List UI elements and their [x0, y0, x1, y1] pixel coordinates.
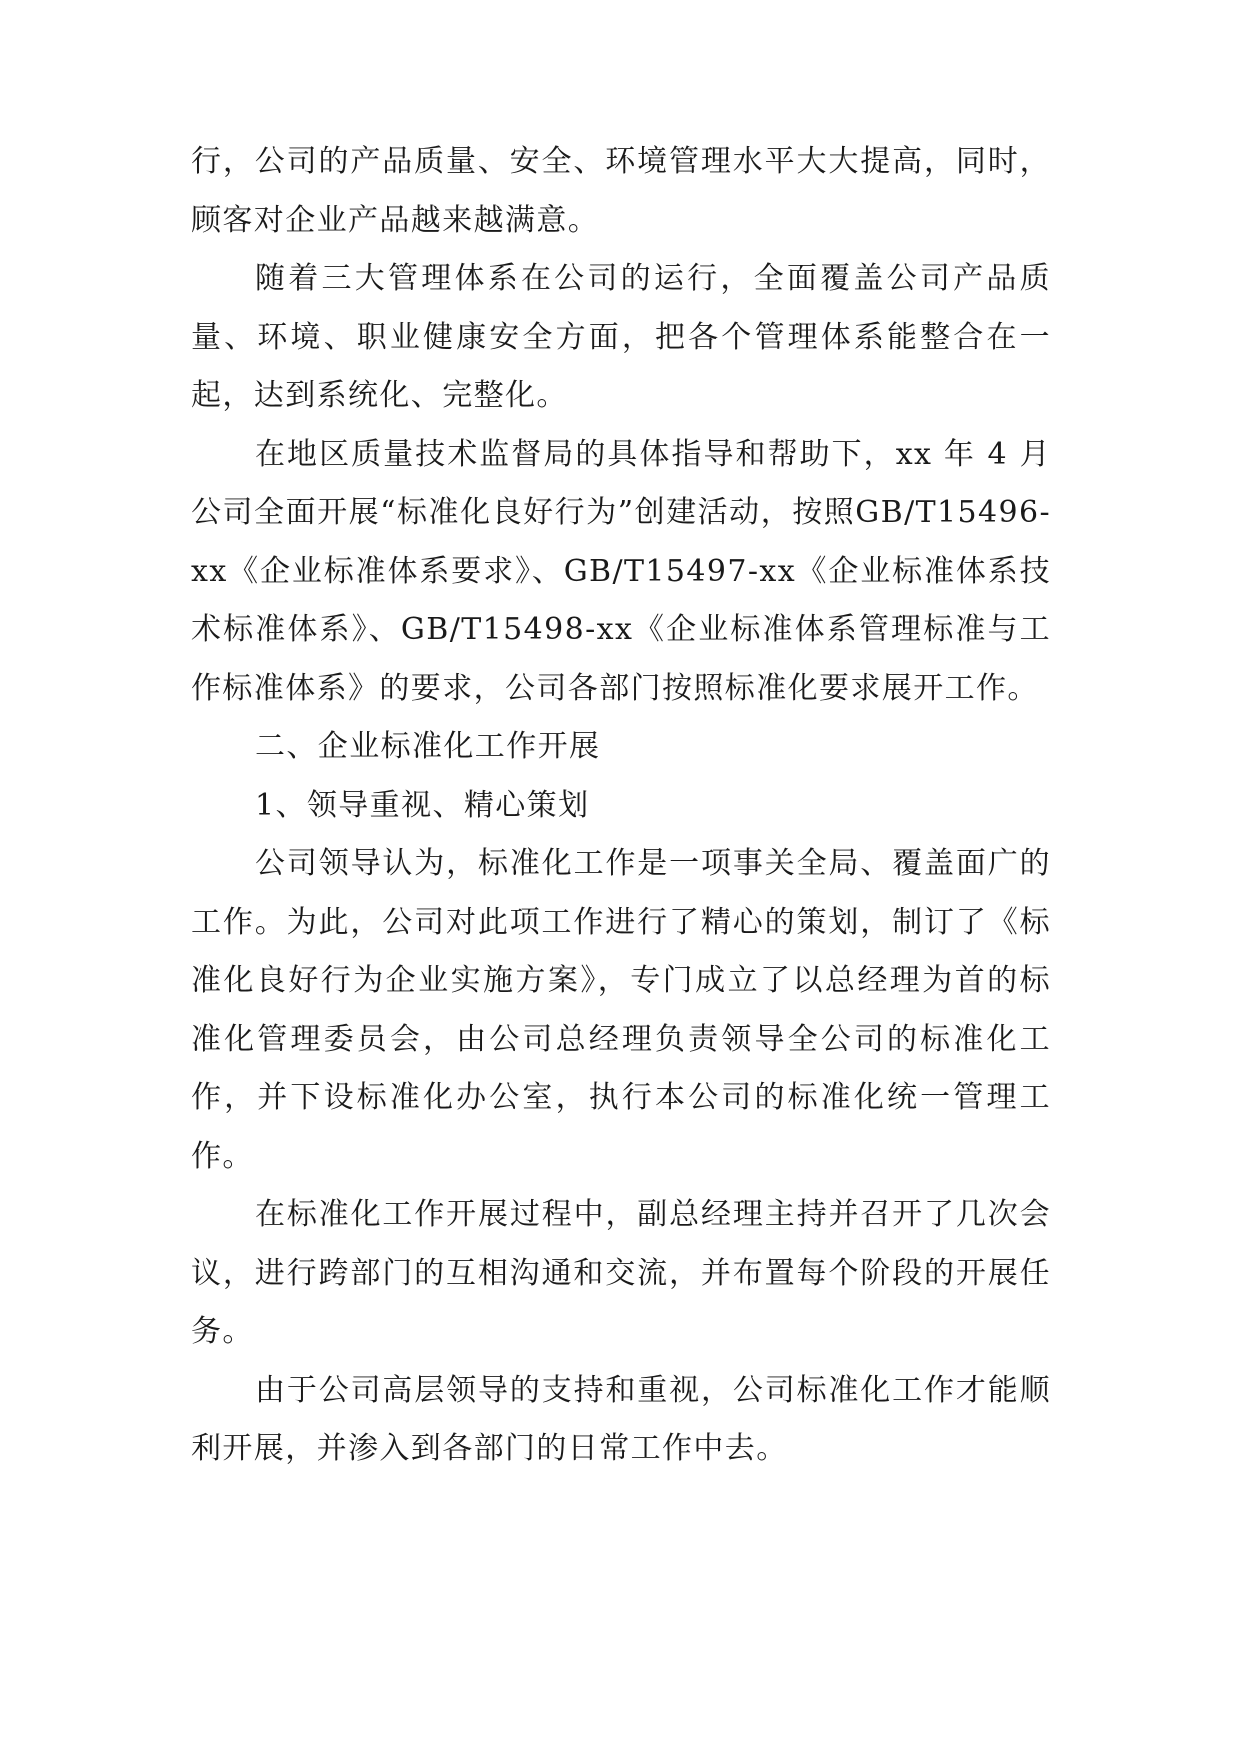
section-heading: 二、企业标准化工作开展 — [255, 729, 601, 764]
document-body — [191, 133, 1051, 1479]
paragraph-standardization-activity: 在地区质量技术监督局的具体指导和帮助下，xx 年 4 月公司全面开展“标准化良好行为”创建活动，按照GB/T15496-xx《企业标准体系要求》、GB/T15497-xx《企业标准体系技术标准体系》、GB/T15498-xx《企业标准体系管理标准与工作标准体系》的要求，公司各部门按照标准化要求展开工作。 — [191, 436, 1051, 706]
paragraph-support: 由于公司高层领导的支持和重视，公司标准化工作才能顺利开展，并渗入到各部门的日常工作中去。 — [191, 1372, 1051, 1466]
paragraph-continuation: 行，公司的产品质量、安全、环境管理水平大大提高，同时，顾客对企业产品越来越满意。 — [191, 144, 1051, 238]
subsection-heading: 1、领导重视、精心策划 — [255, 787, 590, 823]
paragraph-meetings: 在标准化工作开展过程中，副总经理主持并召开了几次会议，进行跨部门的互相沟通和交流，并布置每个阶段的开展任务。 — [191, 1197, 1051, 1349]
paragraph-leadership: 公司领导认为，标准化工作是一项事关全局、覆盖面广的工作。为此，公司对此项工作进行了精心的策划，制订了《标准化良好行为企业实施方案》，专门成立了以总经理为首的标准化管理委员会，由公司总经理负责领导全公司的标准化工作，并下设标准化办公室，执行本公司的标准化统一管理工作。 — [191, 846, 1051, 1174]
paragraph-management-systems: 随着三大管理体系在公司的运行，全面覆盖公司产品质量、环境、职业健康安全方面，把各个管理体系能整合在一起，达到系统化、完整化。 — [191, 261, 1051, 413]
